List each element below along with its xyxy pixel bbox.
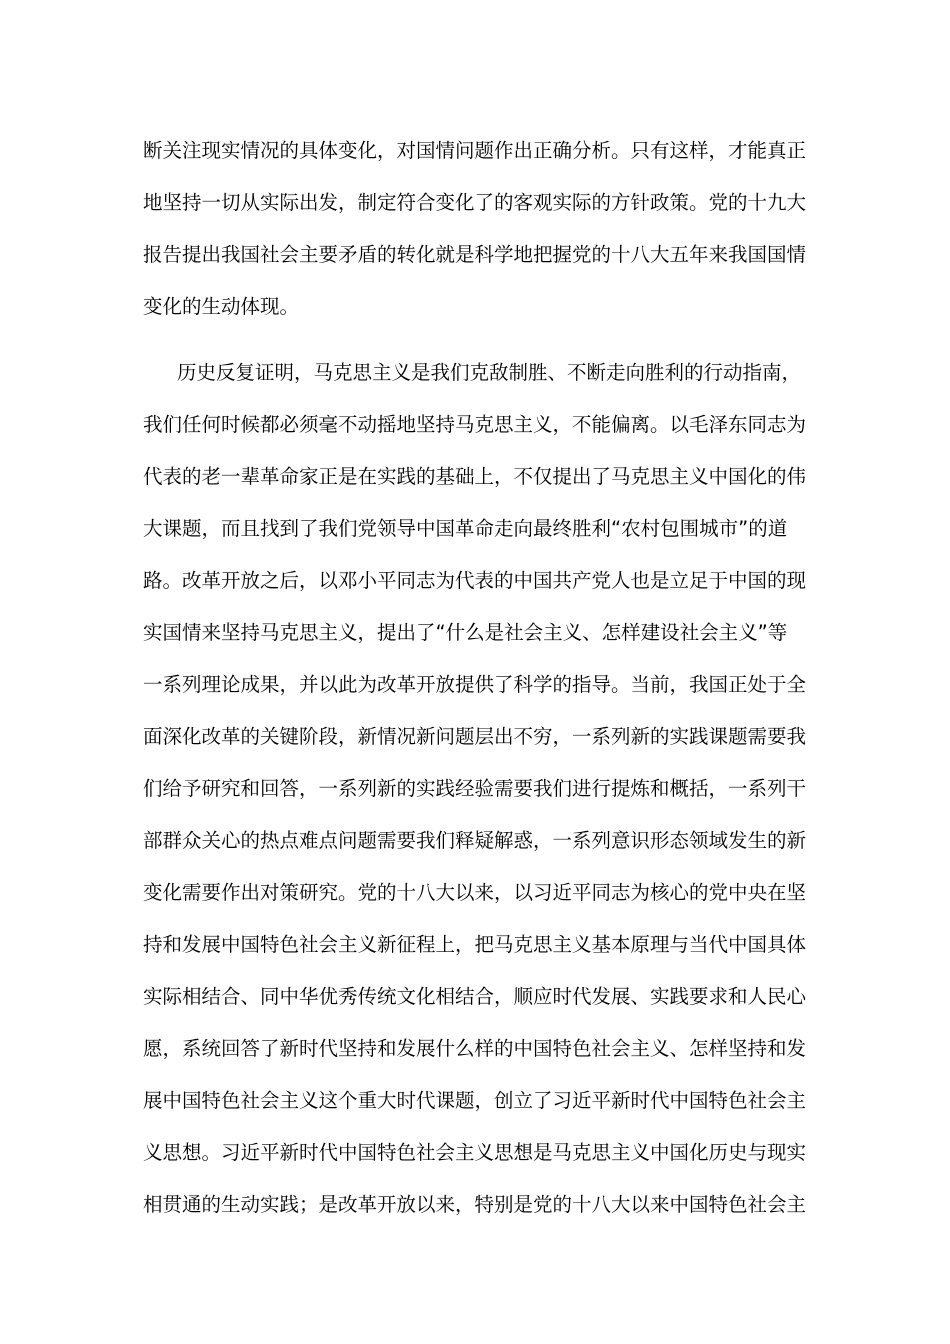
document-body [143,128,809,1234]
text-line: 实际相结合、同中华优秀传统文化相结合，顺应时代发展、实践要求和人民心 [143,985,807,1008]
paragraph-1 [143,128,809,336]
text-line: 地坚持一切从实际出发，制定符合变化了的客观实际的方针政策。党的十九大 [143,191,807,214]
text-line: 展中国特色社会主义这个重大时代课题，创立了习近平新时代中国特色社会主 [143,1089,807,1112]
text-line: 报告提出我国社会主要矛盾的转化就是科学地把握党的十八大五年来我国国情 [143,243,807,266]
paragraph-2 [143,350,809,1234]
paragraph-spacer [143,336,809,350]
text-line: 一系列理论成果，并以此为改革开放提供了科学的指导。当前，我国正处于全 [143,673,807,696]
text-line: 变化的生动体现。 [143,295,300,318]
text-line: 断关注现实情况的具体变化，对国情问题作出正确分析。只有这样，才能真正 [143,139,807,162]
text-line: 实国情来坚持马克思主义，提出了“什么是社会主义、怎样建设社会主义”等 [143,621,788,644]
text-line: 路。改革开放之后，以邓小平同志为代表的中国共产党人也是立足于中国的现 [143,569,807,592]
text-line: 们给予研究和回答，一系列新的实践经验需要我们进行提炼和概括，一系列干 [143,777,807,800]
text-line: 相贯通的生动实践；是改革开放以来，特别是党的十八大以来中国特色社会主 [143,1193,807,1216]
text-line: 面深化改革的关键阶段，新情况新问题层出不穷，一系列新的实践课题需要我 [143,725,807,748]
text-line: 我们任何时候都必须毫不动摇地坚持马克思主义，不能偏离。以毛泽东同志为 [143,413,807,436]
text-line: 大课题，而且找到了我们党领导中国革命走向最终胜利“农村包围城市”的道 [143,517,788,540]
text-line: 代表的老一辈革命家正是在实践的基础上，不仅提出了马克思主义中国化的伟 [143,465,807,488]
text-line: 变化需要作出对策研究。党的十八大以来，以习近平同志为核心的党中央在坚 [143,881,807,904]
text-line: 部群众关心的热点难点问题需要我们释疑解惑，一系列意识形态领域发生的新 [143,829,807,852]
text-line-first: 历史反复证明，马克思主义是我们克敌制胜、不断走向胜利的行动指南， [177,361,802,384]
text-line: 愿，系统回答了新时代坚持和发展什么样的中国特色社会主义、怎样坚持和发 [143,1037,807,1060]
text-line: 义思想。习近平新时代中国特色社会主义思想是马克思主义中国化历史与现实 [143,1141,807,1164]
text-line: 持和发展中国特色社会主义新征程上，把马克思主义基本原理与当代中国具体 [143,933,807,956]
